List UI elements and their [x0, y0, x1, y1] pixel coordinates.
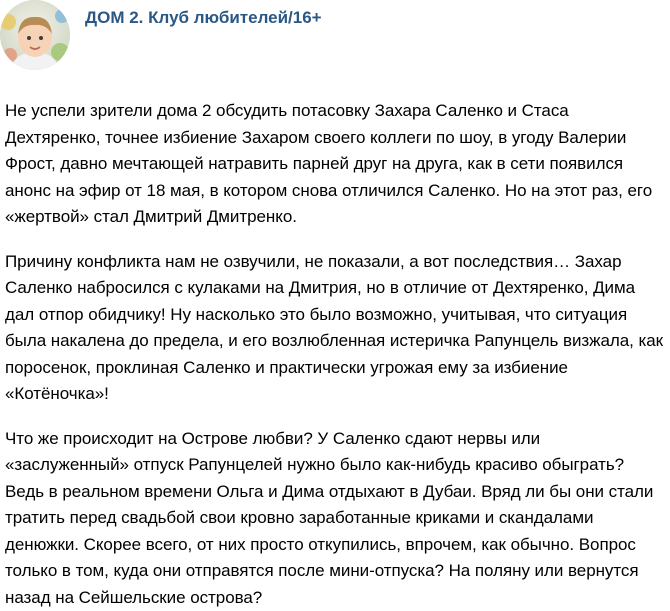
post-paragraph: Не успели зрители дома 2 обсудить потасовку Захара Саленко и Стаса Дехтяренко, точнее избиение Захаром своего коллеги по шоу, в угоду Валерии Фрост, давно мечтающей натравить парней друг на друга, как в сети появился анонс на эфир от 18 мая, в котором снова отличился Саленко. Но на этот раз, его «жертвой» стал Дмитрий Дмитренко.	[5, 98, 665, 231]
group-avatar-photo-icon	[0, 0, 70, 70]
group-avatar[interactable]	[0, 0, 70, 70]
post-paragraph: Причину конфликта нам не озвучили, не показали, а вот последствия… Захар Саленко набросился с кулаками на Дмитрия, но в отличие от Дехтяренко, Дима дал отпор обидчику! Ну насколько это было возможно, учитывая, что ситуация была накалена до предела, и его возлюбленная истеричка Рапунцель визжала, как поросенок, проклиная Саленко и практически угрожая ему за избиение «Котёночка»!	[5, 249, 665, 408]
post-body	[0, 98, 665, 611]
post-paragraph: Что же происходит на Острове любви? У Саленко сдают нервы или «заслуженный» отпуск Рапунцелей нужно было как-нибудь красиво обыграть? Ведь в реальном времени Ольга и Дима отдыхают в Дубаи. Вряд ли бы они стали тратить перед свадьбой свои кровно заработанные криками и скандалами денюжки. Скорее всего, от них просто откупились, впрочем, как обычно. Вопрос только в том, куда они отправятся после мини-отпуска? На поляну или вернутся назад на Сейшельские острова?	[5, 426, 665, 611]
group-name-link[interactable]: ДОМ 2. Клуб любителей/16+	[85, 8, 322, 28]
post-header	[0, 0, 670, 72]
